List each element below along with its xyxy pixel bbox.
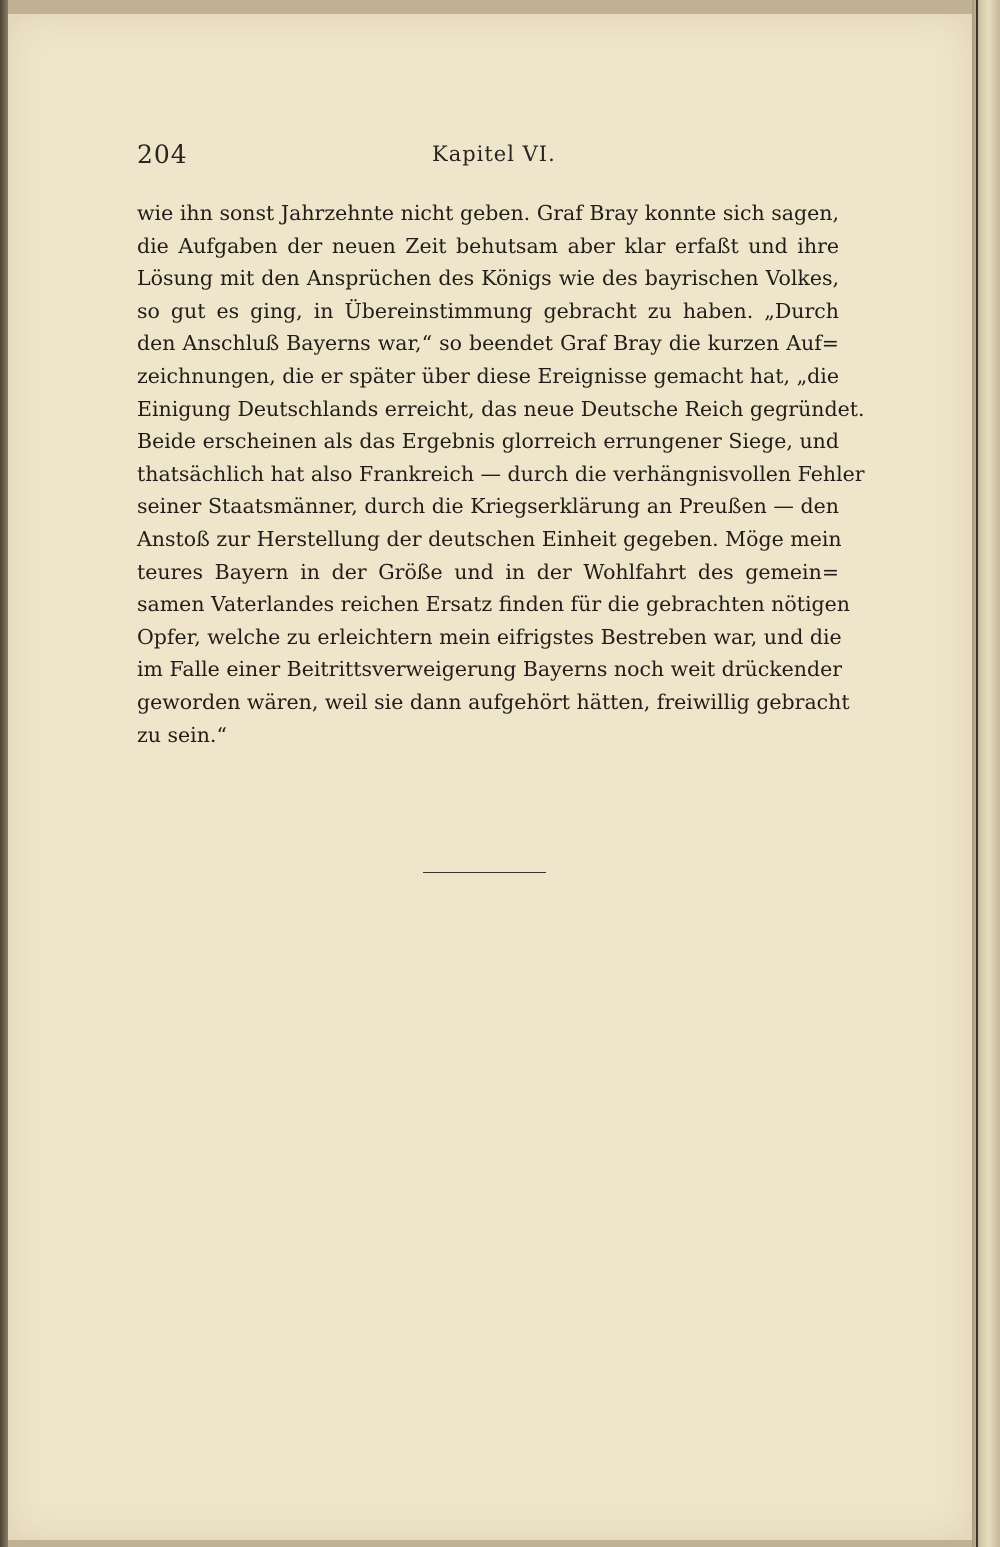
- text-line: Beide erscheinen als das Ergebnis glorreich errungener Siege, und: [137, 429, 839, 454]
- body-text: [137, 197, 865, 751]
- text-line: Anstoß zur Herstellung der deutschen Einheit gegeben. Möge mein: [137, 526, 842, 551]
- text-line: die Aufgaben der neuen Zeit behutsam aber klar erfaßt und ihre: [137, 233, 839, 258]
- text-line: Einigung Deutschlands erreicht, das neue Deutsche Reich gegründet.: [137, 396, 865, 421]
- running-head: [137, 140, 837, 180]
- page-left-edge: [0, 0, 8, 1547]
- chapter-title: Kapitel VI.: [432, 142, 556, 166]
- text-line: im Falle einer Beitrittsverweigerung Bayerns noch weit drückender: [137, 657, 843, 682]
- text-line: den Anschluß Bayerns war,“ so beendet Graf Bray die kurzen Auf=: [137, 331, 839, 356]
- page-number: 204: [137, 140, 188, 169]
- text-line: Opfer, welche zu erleichtern mein eifrigstes Bestreben war, und die: [137, 624, 842, 649]
- text-line: zeichnungen, die er später über diese Ereignisse gemacht hat, „die: [137, 363, 839, 388]
- text-line: samen Vaterlandes reichen Ersatz finden für die gebrachten nötigen: [137, 592, 850, 617]
- text-line: geworden wären, weil sie dann aufgehört hätten, freiwillig gebracht: [137, 689, 850, 714]
- text-line: zu sein.“: [137, 722, 227, 747]
- text-line: teures Bayern in der Größe und in der Wohlfahrt des gemein=: [137, 559, 839, 584]
- section-end-rule: [423, 872, 546, 873]
- text-line: seiner Staatsmänner, durch die Kriegserklärung an Preußen — den: [137, 494, 839, 519]
- text-line: thatsächlich hat also Frankreich — durch die verhängnisvollen Fehler: [137, 461, 865, 486]
- text-line: Lösung mit den Ansprüchen des Königs wie des bayrischen Volkes,: [137, 266, 839, 291]
- spine-line: [976, 0, 978, 1547]
- text-line: wie ihn sonst Jahrzehnte nicht geben. Graf Bray konnte sich sagen,: [137, 201, 839, 225]
- text-line: so gut es ging, in Übereinstimmung gebracht zu haben. „Durch: [137, 298, 839, 323]
